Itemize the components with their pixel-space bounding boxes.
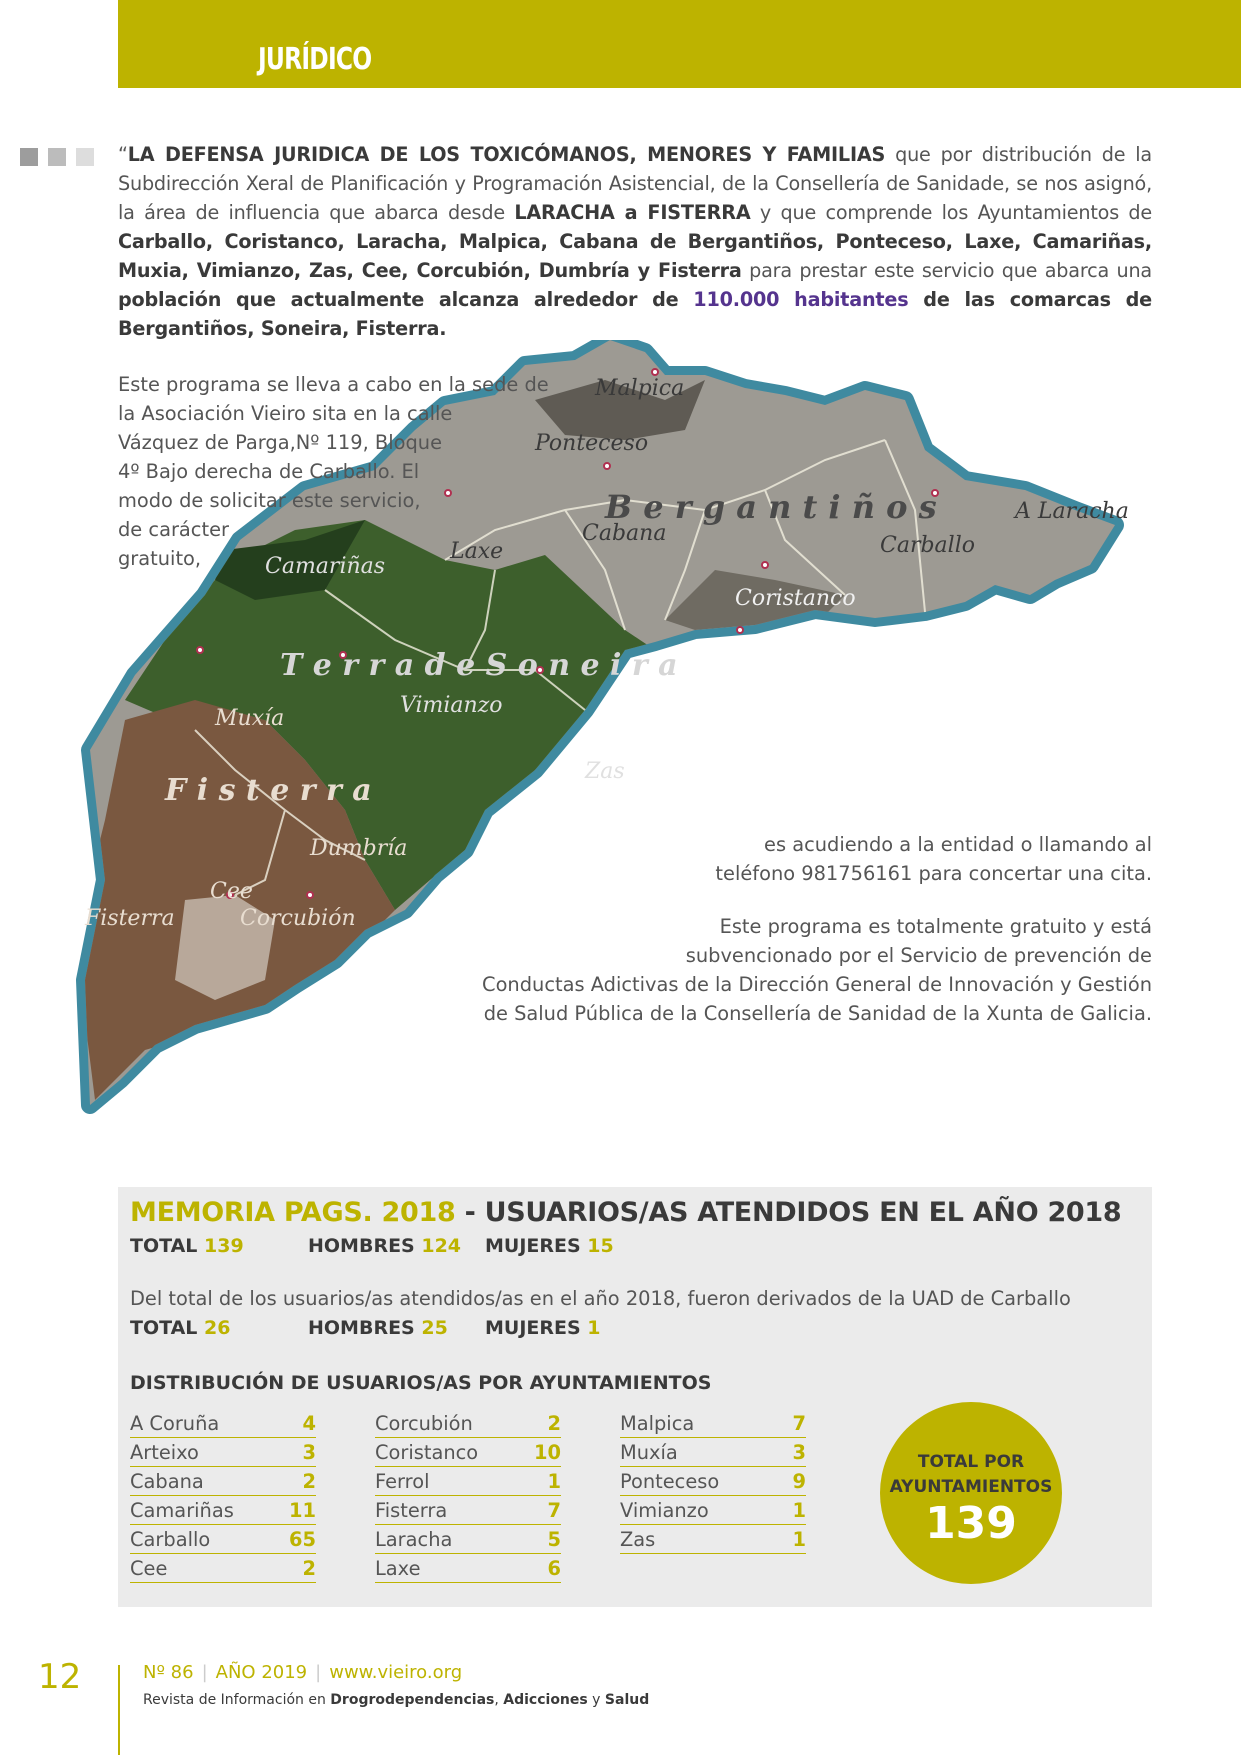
program-contact-text [432,830,1152,888]
list-item [375,1496,561,1525]
council-count: 3 [792,1441,806,1464]
council-name: Fisterra [375,1499,448,1522]
square-icon [48,148,66,166]
list-item [130,1467,316,1496]
council-name: Laxe [375,1557,421,1580]
list-item [130,1525,316,1554]
footer-tagline [143,1692,649,1708]
list-item [620,1438,806,1467]
section-title: JURÍDICO [258,42,372,77]
council-count: 4 [302,1412,316,1435]
square-icon [20,148,38,166]
tagline-text: , [494,1692,504,1708]
council-column-2 [375,1409,561,1583]
women-label: MUJERES [485,1235,588,1257]
total-badge [880,1402,1062,1584]
total-label: TOTAL [130,1317,205,1339]
program-funding-text [432,912,1152,1028]
council-count: 5 [547,1528,561,1551]
council-name: Malpica [620,1412,695,1435]
list-item [375,1467,561,1496]
council-name: Ferrol [375,1470,430,1493]
footer-issue-line [143,1662,462,1683]
place-label: Camariñas [265,554,386,579]
council-name: A Coruña [130,1412,220,1435]
separator: | [315,1662,322,1683]
stats-title [130,1197,1121,1228]
text-line: subvencionado por el Servicio de prevención de [685,944,1152,967]
council-count: 1 [792,1528,806,1551]
list-item [375,1438,561,1467]
council-count: 7 [792,1412,806,1435]
text-line: 4º Bajo derecha de Carballo. El [118,460,420,483]
program-location-text [118,370,558,573]
total-label: TOTAL [130,1235,205,1257]
place-label: Laxe [450,539,504,564]
place-label: A Laracha [1015,499,1129,524]
place-label: Dumbría [310,836,408,861]
council-name: Zas [620,1528,656,1551]
council-name: Laracha [375,1528,453,1551]
stats-title-accent: MEMORIA PAGS. 2018 [130,1197,456,1228]
total-badge-label-line: AYUNTAMIENTOS [889,1477,1053,1497]
list-item [130,1554,316,1583]
intro-councils: Carballo, Coristanco, Laracha, Malpica, Cabana de Bergantiños, Ponteceso, Laxe, Camariñas, Muxia, Vimianzo, Zas, Cee, Corcubión, Dumbría y Fisterra [118,230,1152,282]
council-count: 3 [302,1441,316,1464]
place-label: Carballo [880,533,975,558]
men-label: HOMBRES [308,1317,422,1339]
intro-text: para prestar este servicio que abarca una [741,259,1152,282]
intro-population: población que actualmente alcanza alrededor de [118,288,694,311]
text-line: la Asociación Vieiro sita en la calle [118,402,453,425]
women-value: 15 [587,1235,614,1257]
intro-inhabitants: 110.000 habitantes [693,288,909,311]
list-item [620,1525,806,1554]
place-label: Coristanco [735,586,856,611]
list-item [620,1409,806,1438]
list-item [375,1409,561,1438]
intro-text: y que comprende los Ayuntamientos de [750,201,1153,224]
text-line: es acudiendo a la entidad o llamando al [764,833,1152,856]
council-name: Carballo [130,1528,211,1551]
place-label: Corcubión [240,906,356,931]
place-label: Zas [585,759,625,784]
tagline-bold: Drogrodependencias [330,1692,495,1708]
intro-text: que por distribución de la Subdirección Xeral de Planificación y Programación Asistencial, de la Consellería de Sanidade, se nos asignó, la área de influencia que abarca desde [118,143,1152,224]
place-label: Vimianzo [400,693,503,718]
total-value: 139 [204,1235,244,1257]
stats-box [118,1187,1152,1607]
region-label-soneira: T e r r a d e S o n e i r a [280,648,678,683]
separator: | [201,1662,208,1683]
list-item [130,1496,316,1525]
region-label-fisterra: F i s t e r r a [165,773,372,808]
council-name: Coristanco [375,1441,479,1464]
tagline-bold: Salud [604,1692,650,1708]
council-count: 9 [792,1470,806,1493]
tagline-bold: Adicciones [503,1692,588,1708]
place-label: Malpica [595,376,685,401]
council-count: 2 [547,1412,561,1435]
intro-paragraph [118,140,1152,343]
stats-title-main: - USUARIOS/AS ATENDIDOS EN EL AÑO 2018 [455,1197,1122,1228]
women-label: MUJERES [485,1317,588,1339]
council-name: Vimianzo [620,1499,709,1522]
total-badge-label-line: TOTAL POR [917,1452,1025,1472]
text-line: Conductas Adictivas de la Dirección General de Innovación y Gestión [482,973,1152,996]
region-label-bergantinos: B e r g a n t i ñ o s [605,488,937,526]
place-label: Cabana [582,521,667,546]
text-line: Este programa se lleva a cabo en la sede de [118,373,549,396]
council-count: 10 [534,1441,561,1464]
council-count: 1 [547,1470,561,1493]
tagline-text: y [587,1692,605,1708]
men-value: 124 [421,1235,462,1257]
intro-program-name: LA DEFENSA JURIDICA DE LOS TOXICÓMANOS, MENORES Y FAMILIAS [127,143,886,166]
tagline-text: Revista de Información en [143,1692,331,1708]
place-label: Cee [210,879,253,904]
council-count: 6 [547,1557,561,1580]
place-label: Muxía [215,706,285,731]
council-name: Cabana [130,1470,204,1493]
council-count: 2 [302,1470,316,1493]
intro-area: LARACHA a FISTERRA [514,201,751,224]
text-line: de carácter [118,518,229,541]
total-badge-value: 139 [925,1498,1017,1549]
text-line: teléfono 981756161 para concertar una cita. [715,862,1152,885]
list-item [375,1554,561,1583]
derived-note: Del total de los usuarios/as atendidos/as en el año 2018, fueron derivados de la UAD de Carballo [130,1287,1071,1310]
council-name: Corcubión [375,1412,473,1435]
decorative-squares [20,148,94,166]
text-line: modo de solicitar este servicio, [118,489,421,512]
place-label: Ponteceso [535,431,649,456]
council-count: 11 [289,1499,316,1522]
distribution-title: DISTRIBUCIÓN DE USUARIOS/AS POR AYUNTAMIENTOS [130,1372,712,1394]
total-badge-label [880,1450,1062,1500]
list-item [130,1409,316,1438]
council-count: 7 [547,1499,561,1522]
intro-quote: “ [118,143,128,166]
page-number: 12 [38,1657,82,1697]
square-icon [76,148,94,166]
footer-divider [118,1665,120,1755]
council-column-1 [130,1409,316,1583]
list-item [375,1525,561,1554]
text-line: de Salud Pública de la Consellería de Sanidad de la Xunta de Galicia. [483,1002,1152,1025]
derived-men-value: 25 [421,1317,448,1339]
website-link[interactable]: www.vieiro.org [329,1662,463,1683]
intro-regions: de las comarcas de Bergantiños, Soneira, Fisterra. [118,288,1152,340]
council-name: Muxía [620,1441,678,1464]
list-item [620,1496,806,1525]
list-item [620,1467,806,1496]
council-count: 65 [289,1528,316,1551]
issue-year: AÑO 2019 [215,1662,308,1683]
council-name: Ponteceso [620,1470,720,1493]
council-name: Arteixo [130,1441,199,1464]
text-line: Vázquez de Parga,Nº 119, Bloque [118,431,443,454]
derived-women-value: 1 [587,1317,601,1339]
issue-number: Nº 86 [143,1662,194,1683]
list-item [130,1438,316,1467]
text-line: gratuito, [118,547,202,570]
text-line: Este programa es totalmente gratuito y está [719,915,1152,938]
men-label: HOMBRES [308,1235,422,1257]
council-count: 1 [792,1499,806,1522]
council-name: Camariñas [130,1499,234,1522]
place-label: Fisterra [85,906,175,931]
council-name: Cee [130,1557,168,1580]
council-count: 2 [302,1557,316,1580]
council-column-3 [620,1409,806,1554]
derived-total-value: 26 [204,1317,231,1339]
